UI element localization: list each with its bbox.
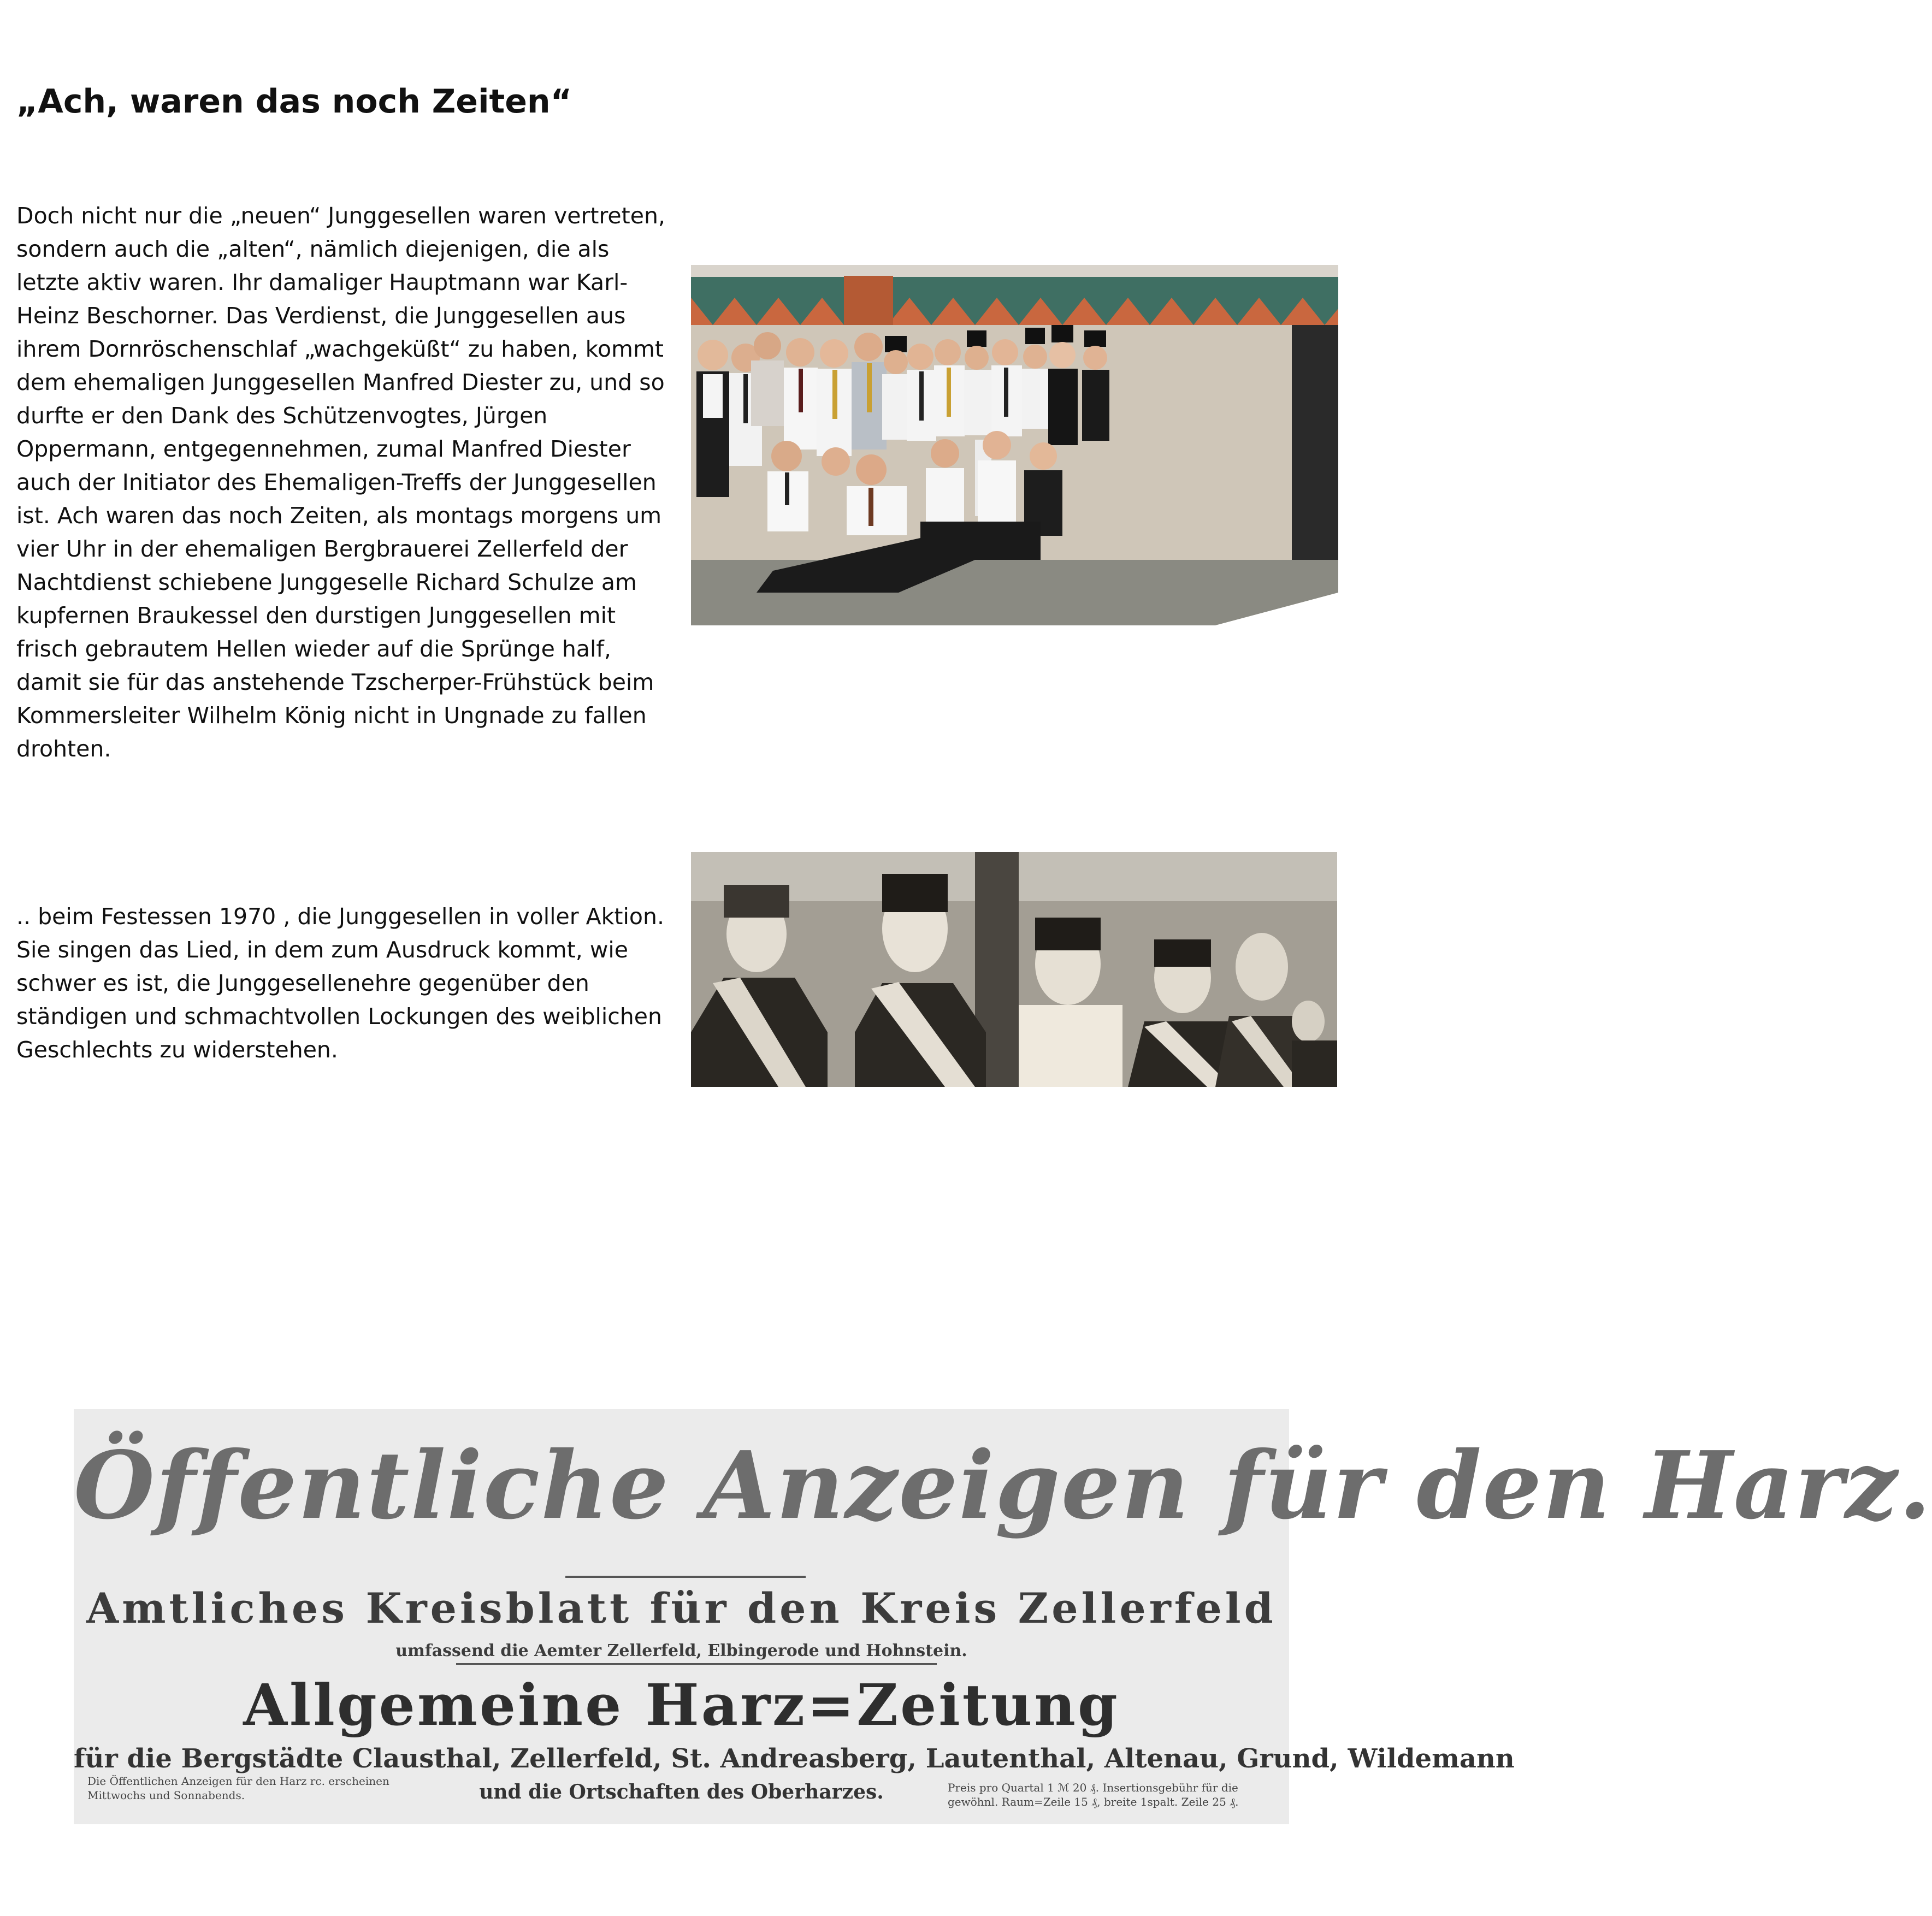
group-photo <box>691 265 1338 625</box>
masthead-subtitle: Amtliches Kreisblatt für den Kreis Zellerfeld <box>86 1584 1277 1633</box>
article-title: „Ach, waren das noch Zeiten“ <box>16 82 572 121</box>
masthead-region: und die Ortschaften des Oberharzes. <box>479 1781 884 1803</box>
masthead-rule-middle <box>456 1663 937 1665</box>
banquet-photo <box>691 852 1337 1087</box>
article-paragraph-2: .. beim Festessen 1970 , die Junggesellen in voller Aktion. Sie singen das Lied, in dem zum Ausdruck kommt, wie schwer es ist, die Junggesellenehre gegenüber den ständigen und schmachtvollen Lockungen des weiblichen Geschlechts zu widerstehen. <box>16 903 664 1063</box>
masthead-title: Öffentliche Anzeigen für den Harz. <box>74 1431 1932 1540</box>
masthead-rule-top <box>565 1576 806 1578</box>
masthead-coverage: umfassend die Aemter Zellerfeld, Elbingerode und Hohnstein. <box>395 1641 967 1660</box>
newspaper-masthead <box>74 1409 1932 1824</box>
article-paragraph-1: Doch nicht nur die „neuen“ Junggesellen waren vertreten, sondern auch die „alten“, nämlich diejenigen, die als letzte aktiv waren. Ihr damaliger Hauptmann war Karl- Heinz Beschorner. Das Verdienst, die Junggesellen aus ihrem Dornröschenschlaf „wachgeküßt“ zu haben, kommt dem ehemaligen Junggesellen Manfred Diester zu, und so durfte er den Dank des Schützenvogtes, Jürgen Oppermann, entgegennehmen, zumal Manfred Diester auch der Initiator des Ehemaligen-Treffs der Junggesellen ist. Ach waren das noch Zeiten, als montags morgens um vier Uhr in der ehemaligen Bergbrauerei Zellerfeld der Nachtdienst schiebene Junggeselle Richard Schulze am kupfernen Braukessel den durstigen Junggesellen mit frisch gebrautem Hellen wieder auf die Sprünge half, damit sie für das anstehende Tzscherper-Frühstück beim Kommersleiter Wilhelm König nicht in Ungnade zu fallen drohten. <box>16 203 665 762</box>
masthead-second-title: Allgemeine Harz=Zeitung <box>243 1671 1120 1738</box>
masthead-price-note: Preis pro Quartal 1 ℳ 20 ₰. Insertionsgebühr für die gewöhnl. Raum=Zeile 15 ₰, breite 1spalt. Zeile 25 ₰. <box>948 1781 1239 1808</box>
masthead-towns: für die Bergstädte Clausthal, Zellerfeld, St. Andreasberg, Lautenthal, Altenau, Grund, Wildemann <box>74 1743 1515 1774</box>
masthead-publication-note: Die Öffentlichen Anzeigen für den Harz rc. erscheinen Mittwochs und Sonnabends. <box>87 1775 389 1802</box>
